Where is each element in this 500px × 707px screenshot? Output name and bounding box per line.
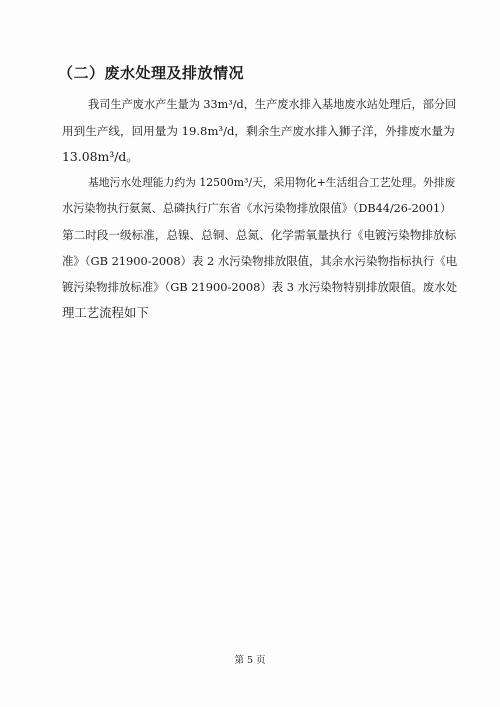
section-heading: （二）废水处理及排放情况 — [58, 64, 245, 82]
paragraph-line: 第二时段一级标准，总镍、总铜、总氮、化学需氧量执行《电镀污染物排放标 — [62, 228, 457, 242]
paragraph-line: 理工艺流程如下 — [62, 305, 149, 320]
page-number: 第 5 页 — [234, 655, 266, 666]
paragraph-line: 基地污水处理能力约为 12500m³/天，采用物化+生活组合工艺处理。外排废 — [88, 176, 456, 189]
paragraph-treatment-standards — [62, 170, 457, 326]
paragraph-line: 准》（GB 21900-2008）表 2 水污染物排放限值，其余水污染物指标执行《电 — [62, 254, 458, 268]
paragraph-line: 水污染物执行氨氮、总磷执行广东省《水污染物排放限值》（DB44/26-2001） — [62, 202, 452, 215]
paragraph-wastewater-volume — [62, 92, 457, 170]
paragraph-line: 13.08m³/d。 — [62, 149, 139, 164]
paragraph-line: 用到生产线，回用量为 19.8m³/d，剩余生产废水排入狮子洋，外排废水量为 — [62, 124, 455, 138]
paragraph-line: 镀污染物排放标准》（GB 21900-2008）表 3 水污染物特别排放限值。废水处 — [62, 280, 458, 294]
paragraph-line: 我司生产废水产生量为 33m³/d，生产废水排入基地废水站处理后，部分回 — [88, 98, 457, 111]
